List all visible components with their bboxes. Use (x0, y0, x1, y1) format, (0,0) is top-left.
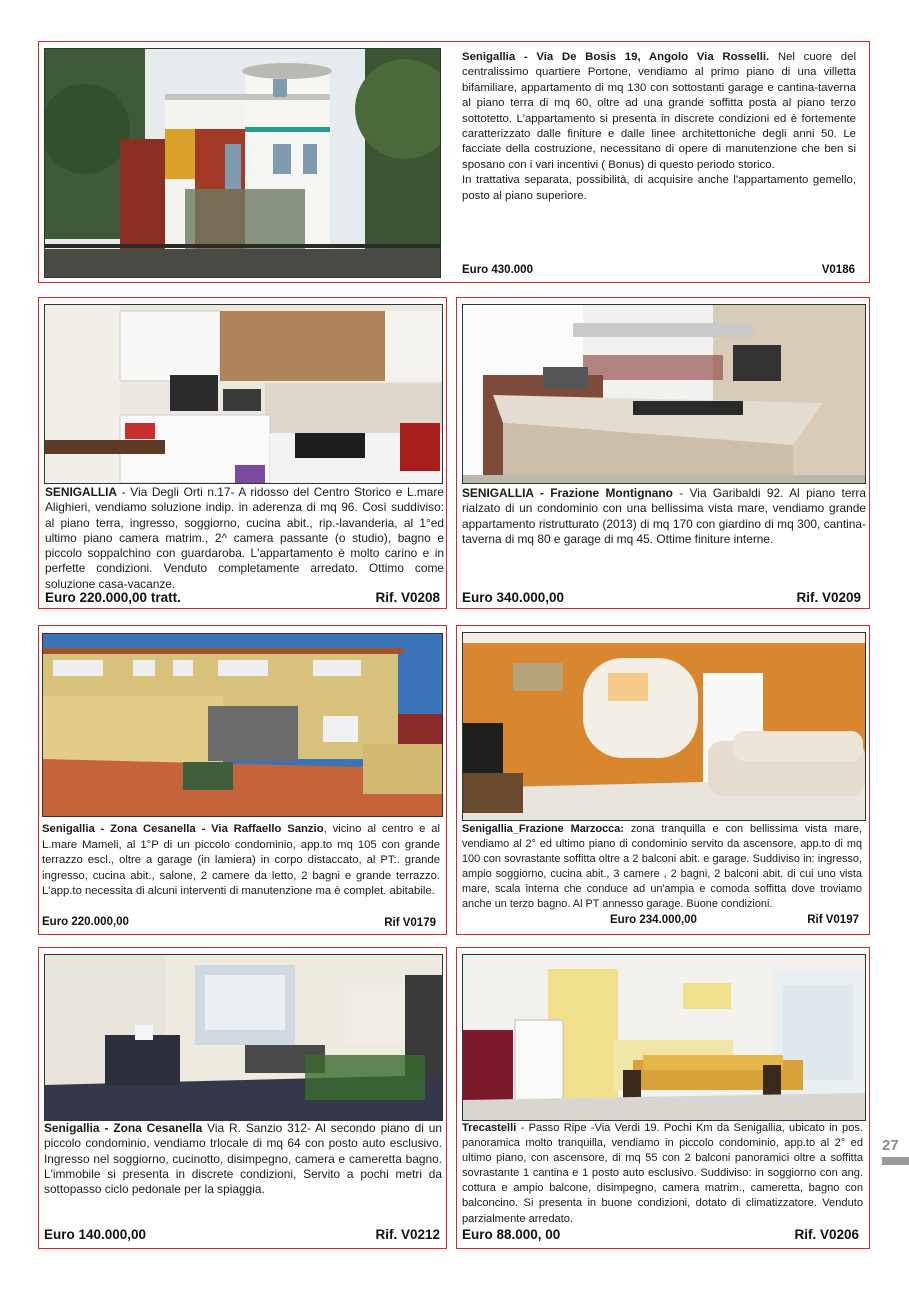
villa-photo (44, 48, 441, 278)
listing-text: zona tranquilla e con bellissima vista mare, vendiamo al 2° ed ultimo piano di condominio servito da ascensore, app.to di mq 100 con sovrastante soffitta oltre a 2 balconi abit. e garage. Suddiviso in: ingresso, ampio soggiorno, cucina abit., 3 camere , 2 bagni, 2 balconi abit. di cui uno vista mare, scala interna che conduce ad un'ampia e comoda soffitta dove troviamo anche un terzo bagno. Al PT annesso garage. Buone condizioni. (462, 823, 862, 910)
listing-card-v0209 (456, 297, 870, 609)
listing-card-v0186 (38, 41, 870, 283)
listing-ref: Rif. V0209 (796, 590, 861, 605)
terrace-photo (42, 633, 443, 817)
listing-text: - Passo Ripe -Via Verdi 19. Pochi Km da Senigallia, ubicato in pos. panoramica molto tranquilla, vendiamo in piccolo condominio, app.to al 2° ed ultimo piano, con ascensore, di mq 55 con 2 balconi panoramici oltre a soffitta sovrastante 1 cantina e 1 posto auto esclusivo. Suddiviso: in soggiorno con ang. cottura e ampio balcone, disimpegno, camera matrim., cameretta, bagno con balconcino. Si presenta in buone condizioni, dotato di climatizzatore. Venduto parzialmente arredato. (462, 1122, 863, 1225)
listing-ref: Rif V0197 (807, 914, 859, 926)
listing-card-v0208 (38, 297, 447, 609)
office-room-photo (44, 954, 443, 1121)
listing-price: Euro 88.000, 00 (462, 1227, 561, 1242)
listing-title: Trecastelli (462, 1122, 517, 1134)
listing-title: SENIGALLIA - Frazione Montignano (462, 486, 673, 500)
listing-ref: V0186 (821, 264, 855, 276)
listing-text: - Via Degli Orti n.17- A ridosso del Centro Storico e L.mare Alighieri, vendiamo soluzione indip. in aderenza di mq 96. Così suddiviso: al piano terra, ingresso, soggiorno, cucina abit., rip.-lavanderia, al 1°ed ultimo piano camera matrim., 2^ camera passante (o studio), bagno e piccolo soppalchino con guardaroba. L'appartamento è molto carino e in perfette condizioni. Venduto completamente arredato. Ottimo come soluzione casa-vacanze. (45, 485, 444, 591)
listing-text: Via R. Sanzio 312- Al secondo piano di un piccolo condominio, vendiamo trlocale di mq 64 con posto auto esclusivo. Ingresso nel soggiorno, cucinotto, disimpegno, camera e cameretta bagno. L'immobile si presenta in discrete condizioni, Servito a pochi metri da sottopasso ciclo pedonale per la spiaggia. (44, 1121, 442, 1197)
listing-title: Senigallia_Frazione Marzocca: (462, 823, 624, 835)
listing-price: Euro 430.000 (462, 264, 533, 276)
listing-text: Nel cuore del centralissimo quartiere Portone, vendiamo al primo piano di una villetta bifamiliare, appartamento di mq 130 con sottostanti garage e cantina-taverna al piano terra di mq 60, oltre ad una grande soffitta posta al piano terzo sottotetto. L'appartamento si presenta in discrete condizioni ed è fortemente caratterizzato dalle finiture e dalle linee architettoniche degli anni 50. Le facciate della costruzione, necessitano di opere di manutenzione che ben si sposano con i vari incentivi ( Bonus) di questo periodo storico. (462, 51, 856, 171)
listing-title: SENIGALLIA (45, 485, 118, 499)
listing-text: , vicino al centro e al L.mare Mameli, al 1°P di un piccolo condominio, app.to mq 105 con grande terrazzo escl., oltre a garage (in lamiera) in corpo distaccato, al PT:. grande ingresso, cucina abit., salone, 2 camere da letto, 2 bagni e grande terrazzo. L'app.to necessita di alcuni interventi di manutenzione ma è complet. abitabile. (42, 823, 440, 898)
listing-text: - Via Garibaldi 92. Al piano terra rialzato di un condominio con una bellissima vista mare, vendiamo grande appartamento ristrutturato (2013) di mq 170 con giardino di mq 300, cantina-taverna di mq 80 e garage di mq 45. Ottime finiture interne. (462, 486, 866, 546)
apartment-kitchen-photo (462, 954, 866, 1121)
listing-card-v0206 (456, 947, 870, 1249)
listing-card-v0212 (38, 947, 447, 1249)
listing-title: Senigallia - Via De Bosis 19, Angolo Via Rosselli. (462, 51, 770, 63)
kitchen-photo (44, 304, 443, 484)
listing-description (462, 486, 866, 547)
page-number-bar (882, 1157, 909, 1165)
listing-description (44, 1121, 442, 1197)
listing-ref: Rif V0179 (384, 917, 436, 929)
listing-price: Euro 234.000,00 (610, 914, 697, 926)
listing-description (45, 485, 444, 592)
listing-price: Euro 340.000,00 (462, 590, 565, 605)
page-number: 27 (882, 1137, 899, 1154)
listing-price: Euro 220.000,00 (42, 916, 129, 928)
listing-text-extra: In trattativa separata, possibilità, di acquisire anche l'appartamento gemello, posto al piano superiore. (462, 174, 856, 202)
listing-price: Euro 140.000,00 (44, 1227, 147, 1242)
kitchen-island-photo (462, 304, 866, 484)
listing-card-v0197 (456, 625, 870, 935)
listing-title: Senigallia - Zona Cesanella - Via Raffaello Sanzio (42, 823, 324, 835)
listing-card-v0179 (38, 625, 447, 935)
listing-description (462, 1121, 863, 1227)
listing-description (462, 50, 856, 204)
living-room-photo (462, 632, 866, 821)
listing-price: Euro 220.000,00 tratt. (45, 590, 181, 605)
listing-title: Senigallia - Zona Cesanella (44, 1121, 203, 1135)
listing-ref: Rif. V0206 (794, 1227, 859, 1242)
listing-ref: Rif. V0212 (375, 1227, 440, 1242)
listing-ref: Rif. V0208 (375, 590, 440, 605)
listing-description (42, 822, 440, 900)
listing-description (462, 822, 862, 912)
